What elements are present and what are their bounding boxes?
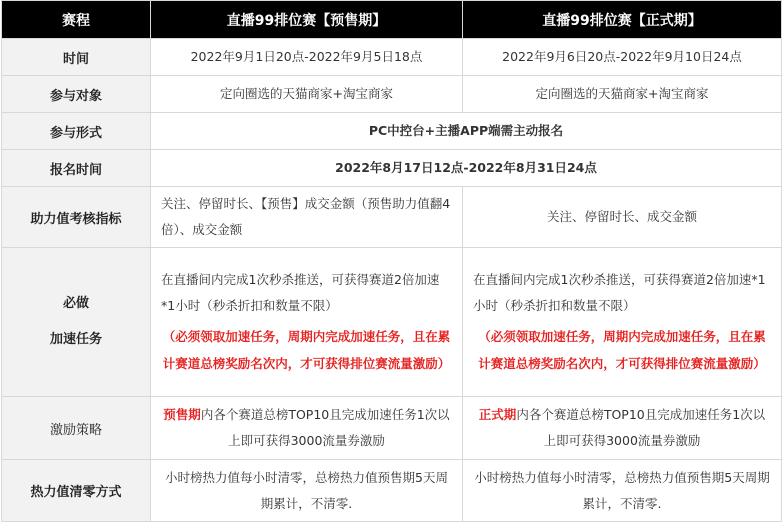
incentive-formal-highlight: 正式期 — [478, 407, 517, 422]
signup-value: 2022年8月17日12点-2022年8月31日24点 — [151, 150, 782, 187]
label-incentive: 激励策略 — [2, 397, 151, 460]
mustdo-formal-text: 在直播间内完成1次秒杀推送，可获得赛道2倍加速*1小时（秒杀折扣和数量不限） — [473, 272, 766, 313]
header-row — [2, 1, 782, 39]
target-presale: 定向圈选的天猫商家+淘宝商家 — [151, 76, 463, 113]
incentive-presale-highlight: 预售期 — [163, 407, 201, 422]
reset-presale: 小时榜热力值每小时清零，总榜热力值预售期5天周期累计，不清零. — [151, 460, 463, 522]
incentive-presale — [151, 397, 463, 460]
mustdo-label-line2: 加速任务 — [49, 332, 102, 347]
incentive-formal — [463, 397, 782, 460]
label-time: 时间 — [2, 39, 151, 76]
row-mustdo — [2, 248, 782, 397]
mustdo-formal — [463, 248, 782, 397]
mustdo-formal-note: （必须领取加速任务，周期内完成加速任务，且在累计赛道总榜奖励名次内，才可获得排位赛流量激励） — [478, 329, 766, 371]
row-metric — [2, 187, 782, 248]
row-incentive — [2, 397, 782, 460]
mustdo-presale — [151, 248, 463, 397]
mustdo-presale-note: （必须领取加速任务，周期内完成加速任务，且在累计赛道总榜奖励名次内，才可获得排位赛流量激励） — [162, 329, 451, 371]
metric-formal: 关注、停留时长、成交金额 — [463, 187, 782, 248]
row-reset — [2, 460, 782, 522]
time-presale: 2022年9月1日20点-2022年9月5日18点 — [151, 39, 463, 76]
row-target — [2, 76, 782, 113]
mustdo-presale-text: 在直播间内完成1次秒杀推送，可获得赛道2倍加速*1小时（秒杀折扣和数量不限） — [161, 272, 440, 313]
target-formal: 定向圈选的天猫商家+淘宝商家 — [463, 76, 782, 113]
header-presale: 直播99排位赛【预售期】 — [151, 1, 463, 39]
row-signup — [2, 150, 782, 187]
label-mustdo — [2, 248, 151, 397]
header-schedule: 赛程 — [2, 1, 151, 39]
label-reset: 热力值清零方式 — [2, 460, 151, 522]
incentive-presale-text: 内各个赛道总榜TOP10且完成加速任务1次以上即可获得3000流量券激励 — [200, 407, 450, 448]
label-form: 参与形式 — [2, 113, 151, 150]
time-formal: 2022年9月6日20点-2022年9月10日24点 — [463, 39, 782, 76]
row-time — [2, 39, 782, 76]
incentive-formal-text: 内各个赛道总榜TOP10且完成加速任务1次以上即可获得3000流量券激励 — [516, 407, 766, 448]
row-form — [2, 113, 782, 150]
reset-formal: 小时榜热力值每小时清零，总榜热力值预售期5天周期累计，不清零. — [463, 460, 782, 522]
label-metric: 助力值考核指标 — [2, 187, 151, 248]
header-formal: 直播99排位赛【正式期】 — [463, 1, 782, 39]
label-signup: 报名时间 — [2, 150, 151, 187]
metric-presale: 关注、停留时长、【预售】成交金额（预售助力值翻4倍）、成交金额 — [151, 187, 463, 248]
mustdo-label-line1: 必做 — [62, 296, 89, 311]
rules-table — [1, 0, 782, 522]
form-value: PC中控台+主播APP端需主动报名 — [151, 113, 782, 150]
label-target: 参与对象 — [2, 76, 151, 113]
